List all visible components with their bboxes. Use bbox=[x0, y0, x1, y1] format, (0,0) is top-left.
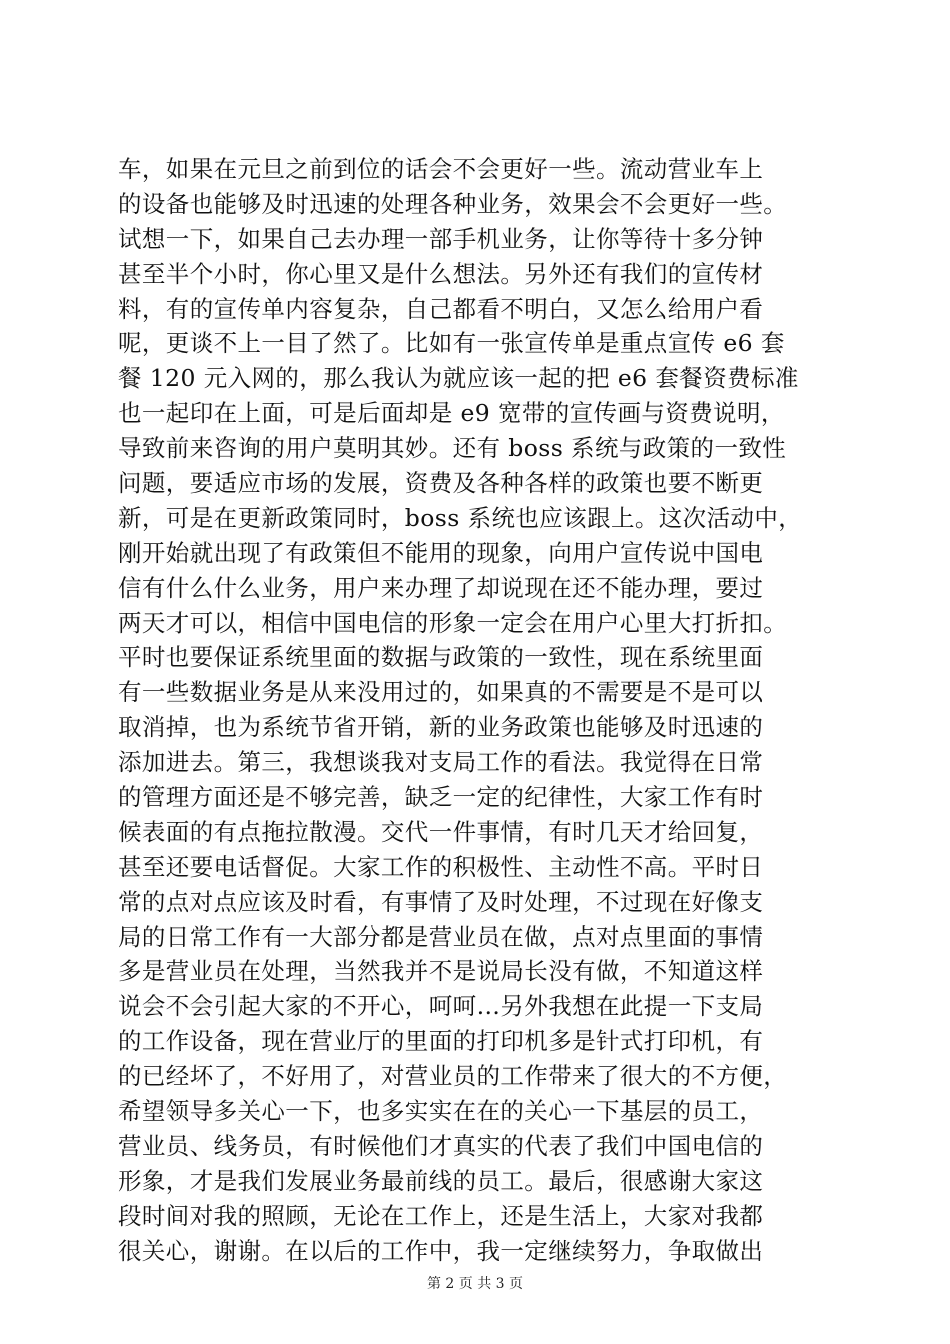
text-line: 的工作设备，现在营业厅的里面的打印机多是针式打印机，有 bbox=[118, 1027, 764, 1056]
text-line: 也一起印在上面，可是后面却是 e9 宽带的宣传画与资费说明， bbox=[118, 399, 785, 428]
text-line: 甚至半个小时，你心里又是什么想法。另外还有我们的宣传材 bbox=[118, 259, 764, 288]
text-line: 的已经坏了，不好用了，对营业员的工作带来了很大的不方便， bbox=[118, 1062, 788, 1091]
text-line: 呢，更谈不上一目了然了。比如有一张宣传单是重点宣传 e6 套 bbox=[118, 329, 785, 358]
text-line: 常的点对点应该及时看，有事情了及时处理，不过现在好像支 bbox=[118, 887, 764, 916]
body-text bbox=[118, 152, 838, 1269]
text-line: 信有什么什么业务，用户来办理了却说现在还不能办理，要过 bbox=[118, 573, 764, 602]
text-line: 说会不会引起大家的不开心，呵呵…另外我想在此提一下支局 bbox=[118, 992, 764, 1021]
text-line: 局的日常工作有一大部分都是营业员在做，点对点里面的事情 bbox=[118, 922, 764, 951]
text-line: 段时间对我的照顾，无论在工作上，还是生活上，大家对我都 bbox=[118, 1201, 764, 1230]
page-number-footer: 第 2 页 共 3 页 bbox=[426, 1276, 524, 1292]
text-line: 营业员、线务员，有时候他们才真实的代表了我们中国电信的 bbox=[118, 1131, 764, 1160]
text-line: 平时也要保证系统里面的数据与政策的一致性，现在系统里面 bbox=[118, 643, 764, 672]
text-line: 很关心，谢谢。在以后的工作中，我一定继续努力，争取做出 bbox=[118, 1236, 764, 1265]
text-line: 形象，才是我们发展业务最前线的员工。最后，很感谢大家这 bbox=[118, 1166, 764, 1195]
text-line: 问题，要适应市场的发展，资费及各种各样的政策也要不断更 bbox=[118, 469, 764, 498]
text-line: 的设备也能够及时迅速的处理各种业务，效果会不会更好一些。 bbox=[118, 189, 788, 218]
text-line: 车，如果在元旦之前到位的话会不会更好一些。流动营业车上 bbox=[118, 155, 764, 183]
text-line: 甚至还要电话督促。大家工作的积极性、主动性不高。平时日 bbox=[118, 852, 764, 881]
text-line: 多是营业员在处理，当然我并不是说局长没有做，不知道这样 bbox=[118, 957, 764, 986]
text-line: 候表面的有点拖拉散漫。交代一件事情，有时几天才给回复， bbox=[118, 817, 764, 846]
text-line: 的管理方面还是不够完善，缺乏一定的纪律性，大家工作有时 bbox=[118, 783, 764, 812]
text-line: 添加进去。第三，我想谈我对支局工作的看法。我觉得在日常 bbox=[118, 748, 764, 777]
text-line: 导致前来咨询的用户莫明其妙。还有 boss 系统与政策的一致性 bbox=[118, 434, 787, 463]
text-line: 两天才可以，相信中国电信的形象一定会在用户心里大打折扣。 bbox=[118, 608, 788, 637]
text-line: 刚开始就出现了有政策但不能用的现象，向用户宣传说中国电 bbox=[118, 538, 764, 567]
text-line: 试想一下，如果自己去办理一部手机业务，让你等待十多分钟 bbox=[118, 224, 764, 253]
text-line: 希望领导多关心一下，也多实实在在的关心一下基层的员工， bbox=[118, 1097, 764, 1126]
text-line: 取消掉，也为系统节省开销，新的业务政策也能够及时迅速的 bbox=[118, 713, 764, 742]
text-line: 有一些数据业务是从来没用过的，如果真的不需要是不是可以 bbox=[118, 678, 764, 707]
text-line: 餐 120 元入网的，那么我认为就应该一起的把 e6 套餐资费标准 bbox=[118, 364, 799, 393]
text-line: 料，有的宣传单内容复杂，自己都看不明白，又怎么给用户看 bbox=[118, 294, 764, 323]
text-line: 新，可是在更新政策同时，boss 系统也应该跟上。这次活动中， bbox=[118, 503, 803, 532]
